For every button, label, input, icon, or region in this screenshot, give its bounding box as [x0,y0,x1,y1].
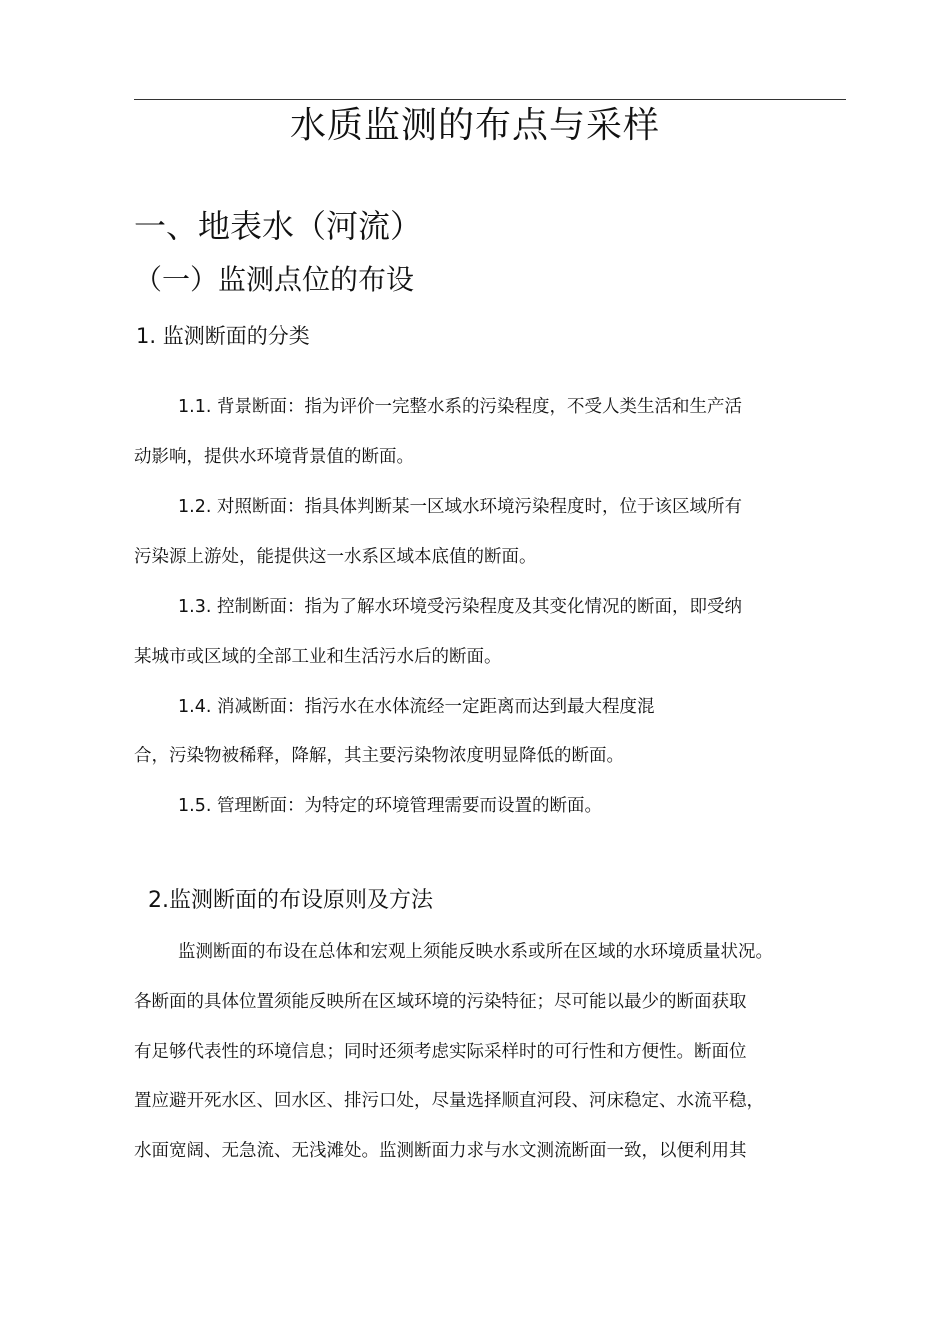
header-rule [134,99,846,100]
paragraph-line: 1.1. 背景断面：指为评价一完整水系的污染程度，不受人类生活和生产活 [178,397,742,417]
paragraph-line: 1.4. 消减断面：指污水在水体流经一定距离而达到最大程度混 [178,697,655,717]
paragraph-line: 污染源上游处，能提供这一水系区域本底值的断面。 [134,547,537,567]
paragraph-line: 1.2. 对照断面：指具体判断某一区域水环境污染程度时，位于该区域所有 [178,497,742,517]
paragraph-line: 监测断面的布设在总体和宏观上须能反映水系或所在区域的水环境质量状况。 [178,942,773,962]
paragraph-line: 某城市或区域的全部工业和生活污水后的断面。 [134,647,502,667]
paragraph-line: 置应避开死水区、回水区、排污口处，尽量选择顺直河段、河床稳定、水流平稳， [134,1091,764,1111]
paragraph-line: 有足够代表性的环境信息；同时还须考虑实际采样时的可行性和方便性。断面位 [134,1042,747,1062]
section-heading-surface-water: 一、地表水（河流） [134,207,423,245]
paragraph-line: 各断面的具体位置须能反映所在区域环境的污染特征；尽可能以最少的断面获取 [134,992,747,1012]
subsection-heading-point-layout: （一）监测点位的布设 [134,263,415,296]
item-heading-layout-principles: 2.监测断面的布设原则及方法 [148,888,433,913]
paragraph-line: 水面宽阔、无急流、无浅滩处。监测断面力求与水文测流断面一致，以便利用其 [134,1141,747,1161]
paragraph-line: 动影响，提供水环境背景值的断面。 [134,447,414,467]
paragraph-line: 1.3. 控制断面：指为了解水环境受污染程度及其变化情况的断面，即受纳 [178,597,742,617]
item-heading-section-classification: 1. 监测断面的分类 [136,324,310,348]
document-title: 水质监测的布点与采样 [289,105,660,146]
paragraph-line: 1.5. 管理断面：为特定的环境管理需要而设置的断面。 [178,796,602,816]
paragraph-line: 合，污染物被稀释，降解，其主要污染物浓度明显降低的断面。 [134,746,624,766]
